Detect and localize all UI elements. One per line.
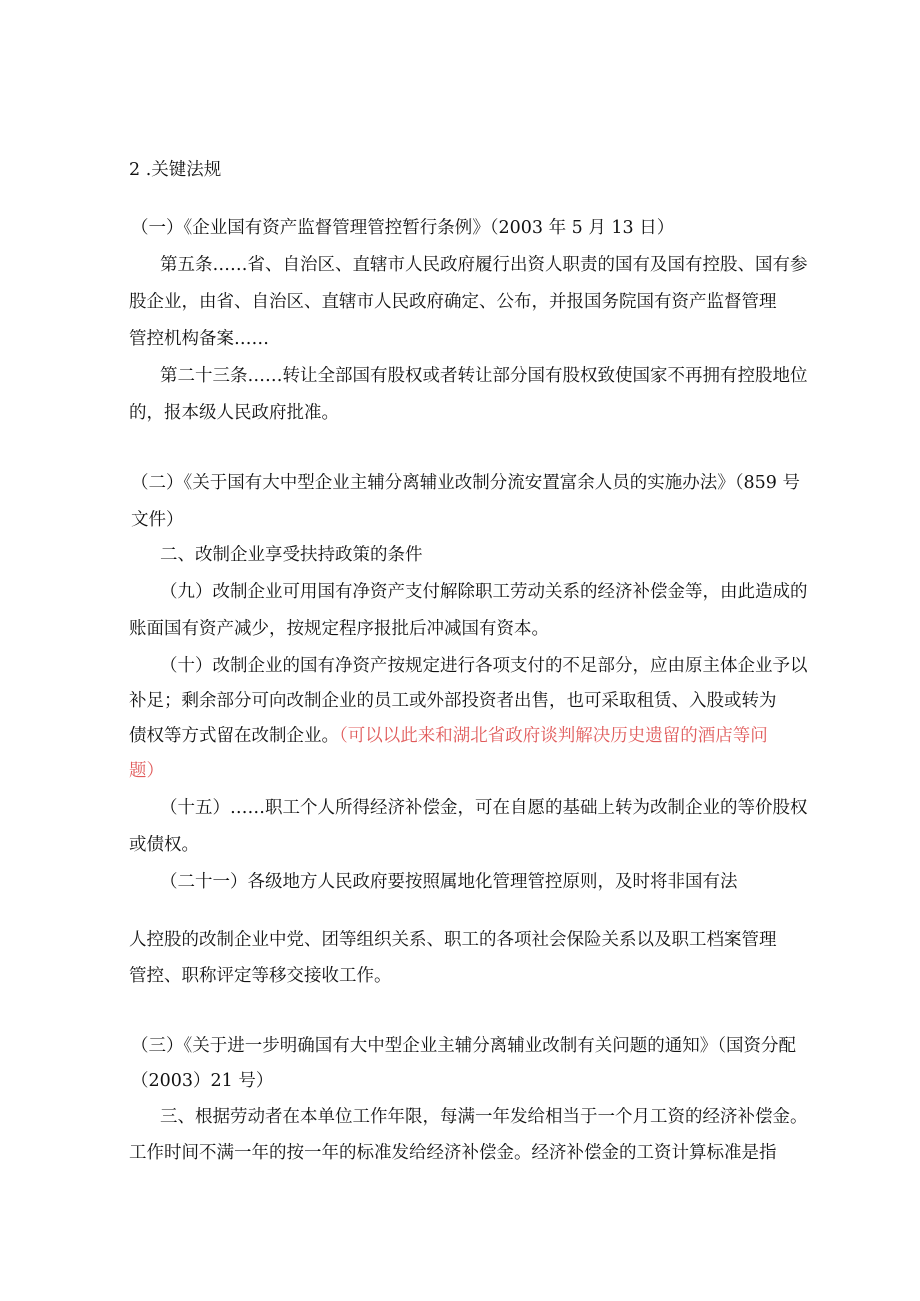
subsection-heading: 二、改制企业享受扶持政策的条件 [160, 545, 423, 565]
annotation-note-line-2: 题） [129, 761, 164, 781]
law-title-3-line-2: （2003）21 号） [131, 1071, 274, 1091]
article-5-line-1: 第五条……省、自治区、直辖市人民政府履行出资人职责的国有及国有控股、国有参 [160, 255, 808, 275]
law-title-1: （一）《企业国有资产监督管理管控暂行条例》（2003 年 5 月 13 日） [131, 218, 675, 238]
item-15-line-1: （十五）……职工个人所得经济补偿金，可在自愿的基础上转为改制企业的等价股权 [160, 798, 808, 818]
law-title-3-line-1: （三）《关于进一步明确国有大中型企业主辅分离辅业改制有关问题的通知》（国资分配 [131, 1036, 796, 1056]
item-15-line-2: 或债权。 [129, 835, 199, 855]
article-5-line-2: 股企业，由省、自治区、直辖市人民政府确定、公布，并报国务院国有资产监督管理 [129, 292, 777, 312]
item-9-line-2: 账面国有资产减少，按规定程序报批后冲减国有资本。 [129, 619, 549, 639]
article-23-line-2: 的，报本级人民政府批准。 [129, 403, 339, 423]
law-title-2-line-2: 文件） [131, 510, 184, 530]
item-21-line-1: （二十一）各级地方人民政府要按照属地化管理管控原则，及时将非国有法 [160, 872, 738, 892]
item-10-line-1: （十）改制企业的国有净资产按规定进行各项支付的不足部分，应由原主体企业予以 [160, 656, 808, 676]
item-10-line-3 [129, 726, 768, 746]
item-9-line-1: （九）改制企业可用国有净资产支付解除职工劳动关系的经济补偿金等，由此造成的 [160, 582, 808, 602]
annotation-note: （可以以此来和湖北省政府谈判解决历史遗留的酒店等问 [339, 726, 768, 746]
item-21-line-3: 管控、职称评定等移交接收工作。 [129, 966, 392, 986]
item-10-text: 债权等方式留在改制企业。 [129, 726, 339, 746]
article-5-line-3: 管控机构备案…… [129, 329, 269, 349]
article-23-line-1: 第二十三条……转让全部国有股权或者转让部分国有股权致使国家不再拥有控股地位 [160, 366, 808, 386]
item-21-line-2: 人控股的改制企业中党、团等组织关系、职工的各项社会保险关系以及职工档案管理 [129, 930, 777, 950]
item-10-line-2: 补足；剩余部分可向改制企业的员工或外部投资者出售，也可采取租赁、入股或转为 [129, 691, 777, 711]
section-heading: 2 .关键法规 [129, 160, 222, 180]
s3-para-line-2: 工作时间不满一年的按一年的标准发给经济补偿金。经济补偿金的工资计算标准是指 [129, 1143, 777, 1163]
law-title-2-line-1: （二）《关于国有大中型企业主辅分离辅业改制分流安置富余人员的实施办法》（859 号 [131, 473, 800, 493]
s3-para-line-1: 三、根据劳动者在本单位工作年限，每满一年发给相当于一个月工资的经济补偿金。 [160, 1107, 808, 1127]
